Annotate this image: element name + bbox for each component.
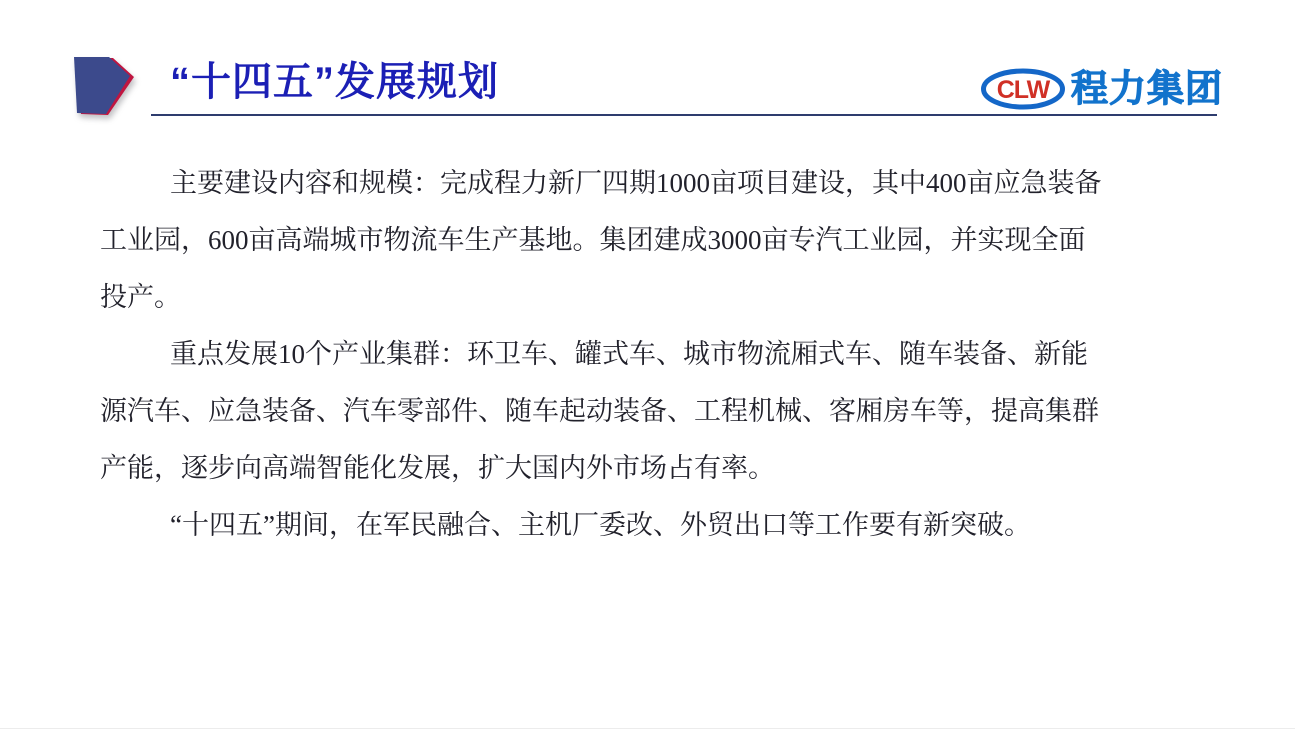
clw-letters: CLW [996, 76, 1050, 104]
body-text-line: 产能，逐步向高端智能化发展，扩大国内外市场占有率。 [100, 453, 775, 483]
page-title: “十四五”发展规划 [170, 60, 499, 104]
body-text-line: 主要建设内容和规模：完成程力新厂四期1000亩项目建设，其中400亩应急装备 [170, 168, 1102, 198]
title-divider [151, 114, 1217, 116]
body-text-line: “十四五”期间，在军民融合、主机厂委改、外贸出口等工作要有新突破。 [170, 510, 1031, 540]
pentagon-flag-icon [73, 56, 137, 118]
body-text-block [100, 155, 1100, 554]
body-text-line: 重点发展10个产业集群：环卫车、罐式车、城市物流厢式车、随车装备、新能 [170, 339, 1088, 369]
body-text-line: 投产。 [100, 282, 181, 312]
logo-company-name: 程力集团 [1071, 68, 1223, 109]
body-text-line: 工业园，600亩高端城市物流车生产基地。集团建成3000亩专汽工业园，并实现全面 [100, 225, 1086, 255]
company-logo [980, 68, 1223, 110]
clw-badge-icon [980, 68, 1066, 110]
title-accent-shape [73, 56, 137, 118]
body-text-line: 源汽车、应急装备、汽车零部件、随车起动装备、工程机械、客厢房车等，提高集群 [100, 396, 1099, 426]
